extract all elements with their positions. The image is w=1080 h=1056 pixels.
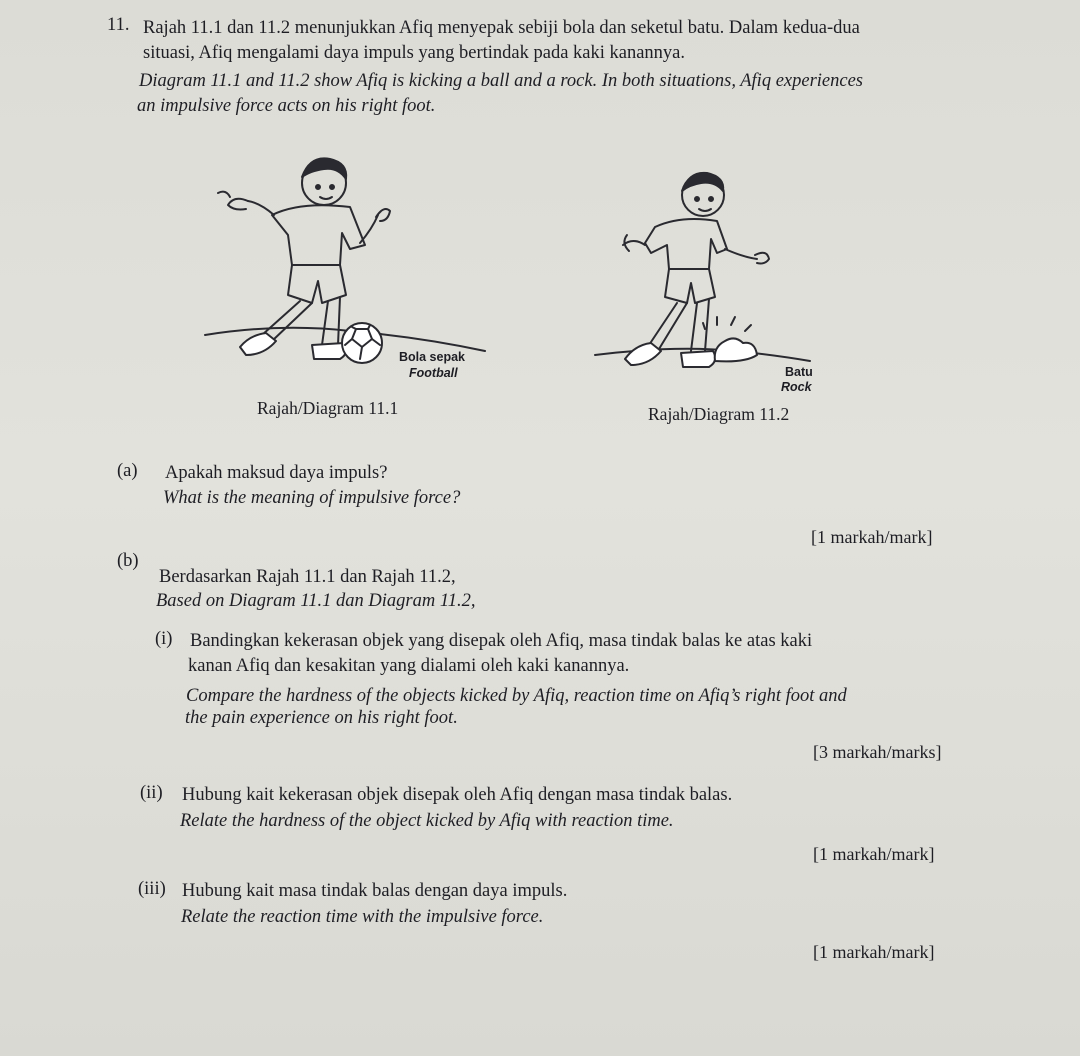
part-b-iii-en: Relate the reaction time with the impulsive force.	[181, 907, 544, 927]
part-b-label: (b)	[117, 551, 139, 571]
intro-en-line-2: an impulsive force acts on his right foot.	[137, 96, 436, 116]
football-label-ms: Bola sepak	[399, 350, 466, 364]
football-label-en: Football	[409, 366, 458, 380]
part-b-intro-en: Based on Diagram 11.1 dan Diagram 11.2,	[156, 591, 476, 611]
diagram-11-1-caption: Rajah/Diagram 11.1	[257, 398, 399, 418]
part-b-i-marks: [3 markah/marks]	[813, 742, 942, 762]
rock-label-en: Rock	[781, 380, 812, 394]
part-b-ii-marks: [1 markah/mark]	[813, 844, 935, 864]
part-b-ii-label: (ii)	[140, 783, 163, 803]
part-b-ii-ms: Hubung kait kekerasan objek disepak oleh Afiq dengan masa tindak balas.	[182, 785, 733, 805]
part-b-i-en-line-1: Compare the hardness of the objects kicked by Afiq, reaction time on Afiq’s right foot and	[186, 686, 847, 706]
part-b-iii-marks: [1 markah/mark]	[813, 942, 935, 962]
part-b-i-ms-line-2: kanan Afiq dan kesakitan yang dialami oleh kaki kanannya.	[188, 656, 630, 676]
question-number: 11.	[107, 15, 130, 35]
part-b-ii-en: Relate the hardness of the object kicked by Afiq with reaction time.	[180, 811, 674, 831]
part-b-i-ms-line-1: Bandingkan kekerasan objek yang disepak oleh Afiq, masa tindak balas ke atas kaki	[190, 631, 813, 651]
part-b-iii-label: (iii)	[138, 879, 166, 899]
diagram-11-2-illustration	[585, 165, 815, 390]
part-a-question-ms: Apakah maksud daya impuls?	[165, 463, 388, 483]
part-b-iii-ms: Hubung kait masa tindak balas dengan daya impuls.	[182, 881, 568, 901]
part-b-intro-ms: Berdasarkan Rajah 11.1 dan Rajah 11.2,	[159, 567, 456, 587]
part-a-label: (a)	[117, 461, 138, 481]
part-b-i-en-line-2: the pain experience on his right foot.	[185, 708, 458, 728]
part-a-marks: [1 markah/mark]	[811, 527, 933, 547]
intro-ms-line-1: Rajah 11.1 dan 11.2 menunjukkan Afiq menyepak sebiji bola dan seketul batu. Dalam kedua-dua	[143, 18, 860, 38]
part-b-i-label: (i)	[155, 629, 173, 649]
intro-ms-line-2: situasi, Afiq mengalami daya impuls yang bertindak pada kaki kanannya.	[143, 43, 686, 63]
intro-en-line-1: Diagram 11.1 and 11.2 show Afiq is kicking a ball and a rock. In both situations, Afiq experiences	[139, 71, 864, 91]
rock-label-ms: Batu	[785, 365, 813, 379]
part-a-question-en: What is the meaning of impulsive force?	[163, 488, 461, 508]
diagram-11-2-caption: Rajah/Diagram 11.2	[648, 404, 790, 424]
